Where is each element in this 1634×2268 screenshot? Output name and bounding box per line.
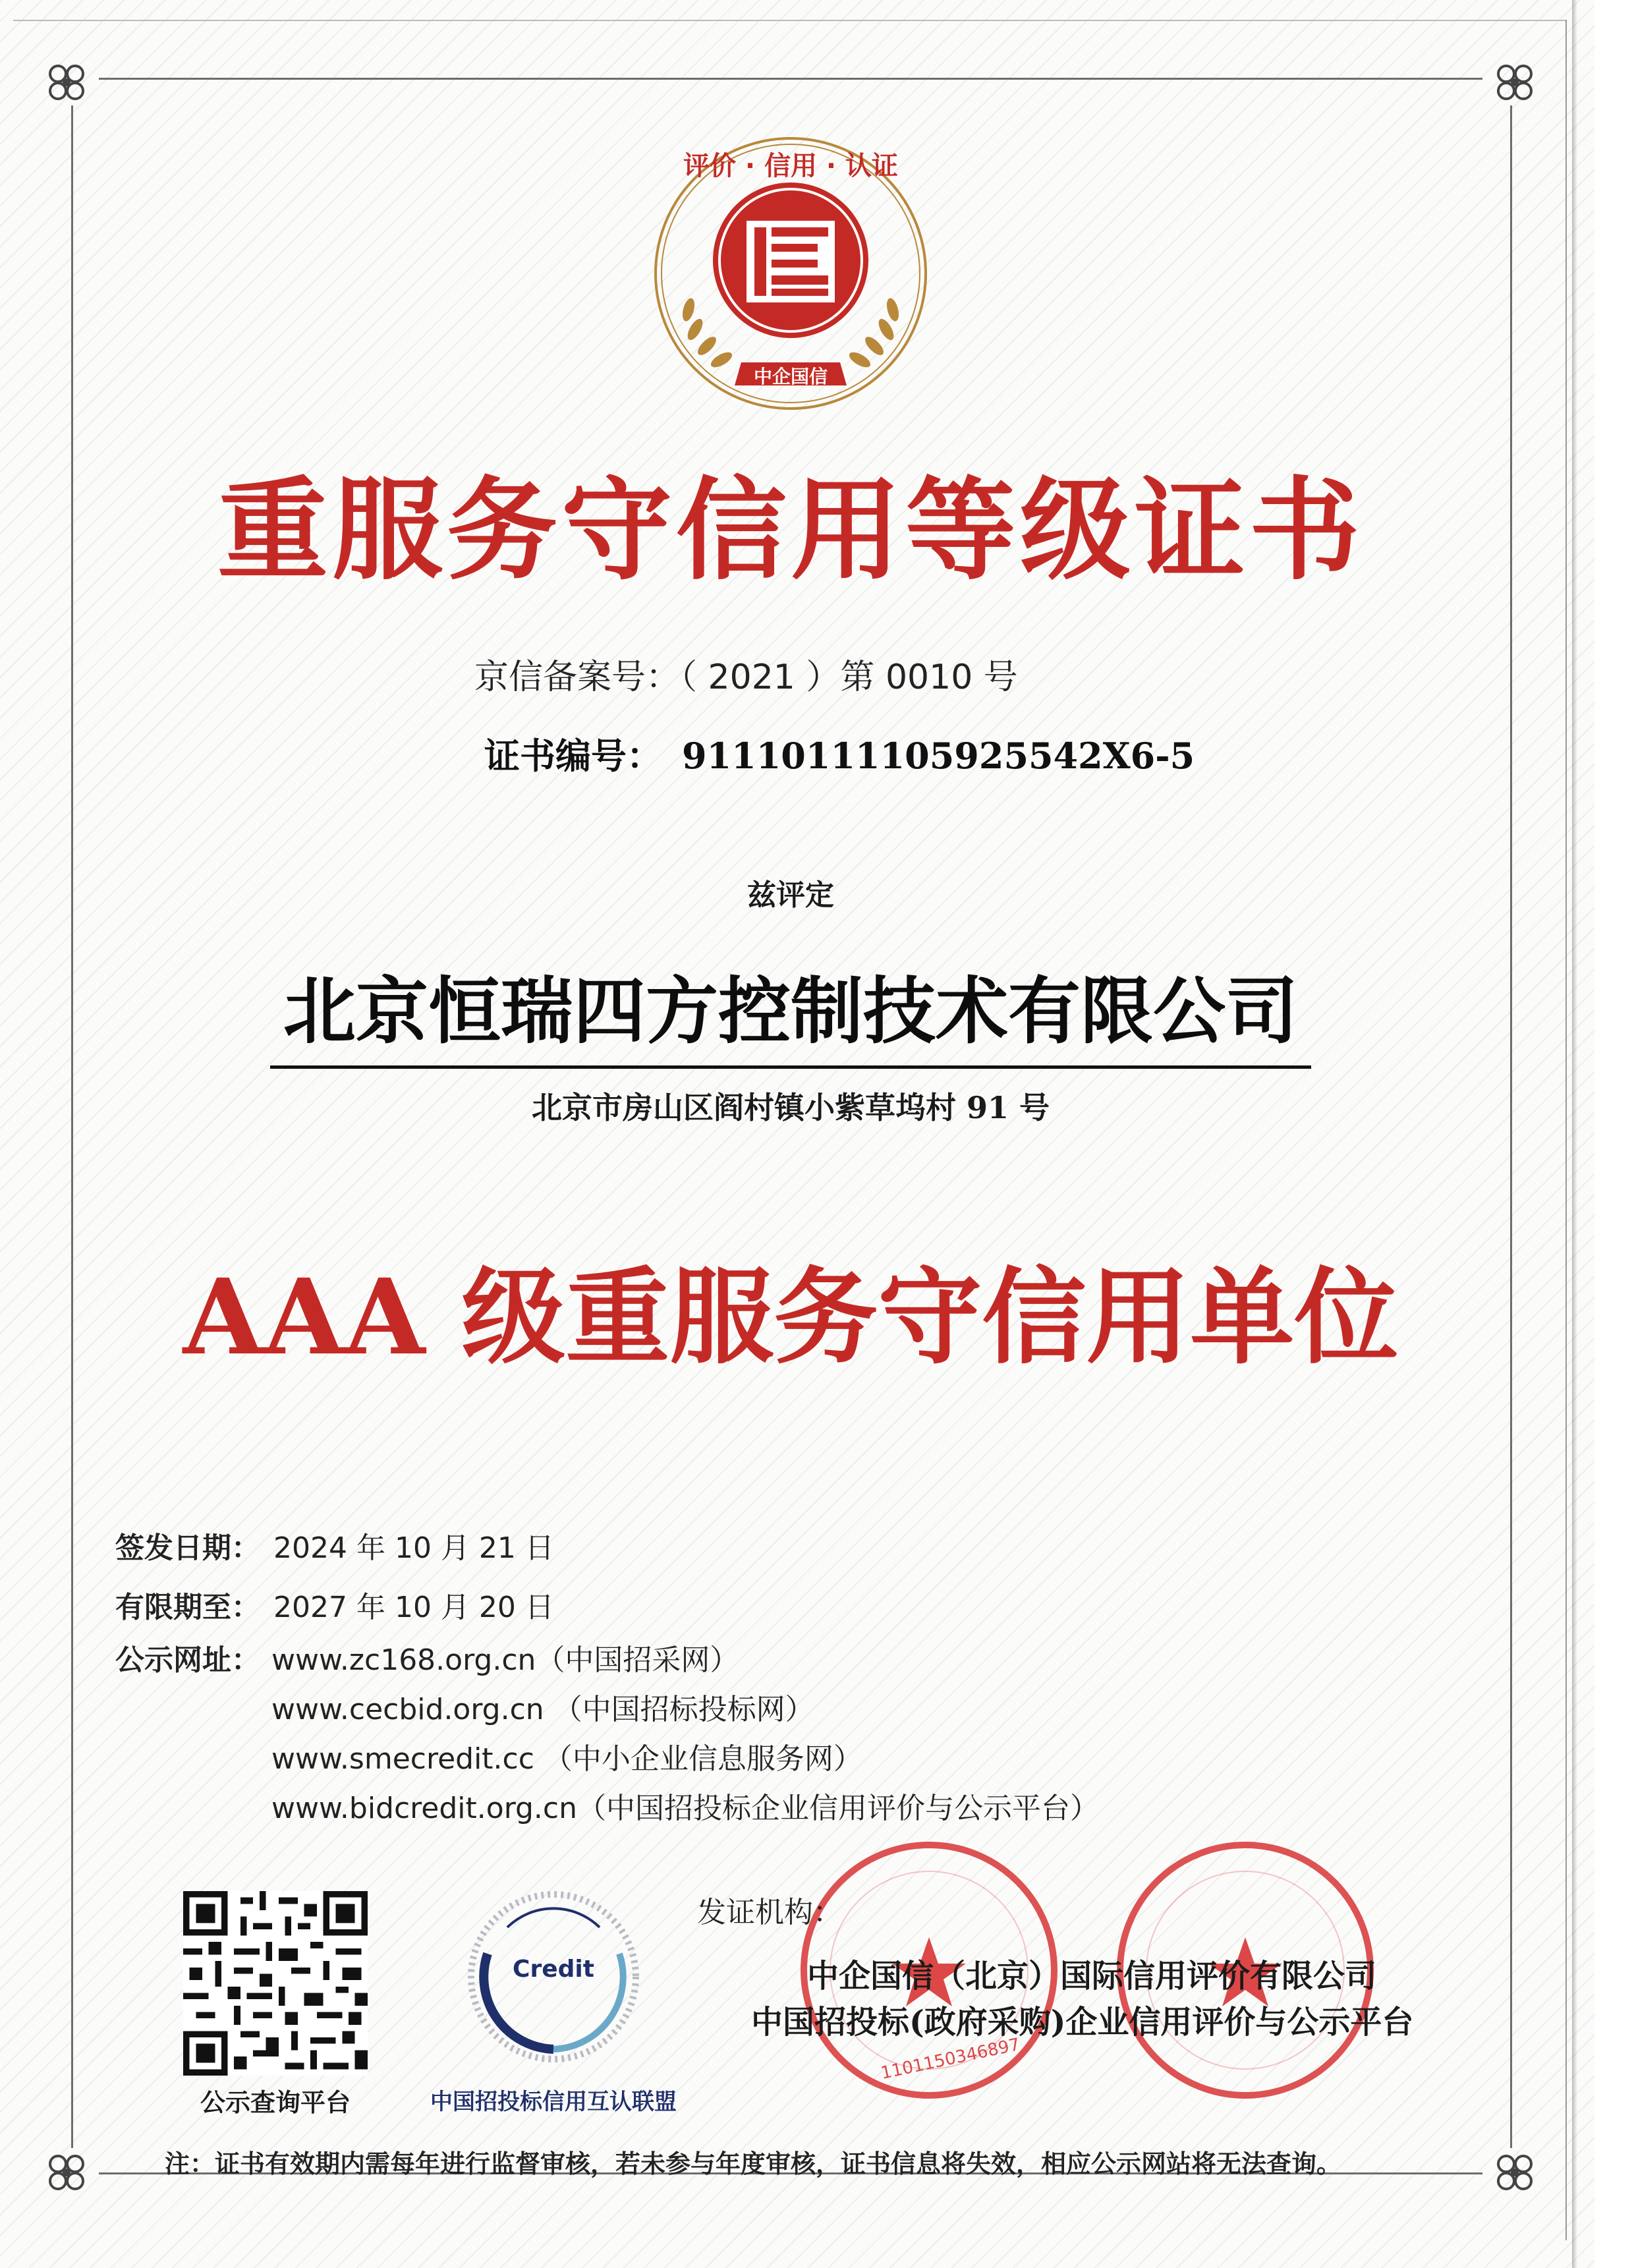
frame-top-line — [99, 78, 1482, 80]
website-link[interactable] — [271, 1641, 739, 1680]
certificate-title: 重服务守信用等级证书 — [217, 466, 1364, 595]
certificate-number — [484, 728, 1195, 779]
website-link[interactable] — [271, 1789, 1099, 1829]
issue-date — [115, 1529, 554, 1568]
filing-label: 京信备案号： — [474, 658, 681, 697]
footnote: 注：证书有效期内需每年进行监督审核，若未参与年度审核，证书信息将失效，相应公示网站将无法查询。 — [165, 2149, 1342, 2178]
issuer-org-2: 中国招投标(政府采购)企业信用评价与公示平台 — [751, 2004, 1414, 2041]
hereby-text: 兹评定 — [747, 878, 834, 912]
website-link[interactable] — [271, 1690, 814, 1730]
company-name: 北京恒瑞四方控制技术有限公司 — [283, 969, 1298, 1054]
issuer-org-1: 中企国信（北京）国际信用评价有限公司 — [807, 1958, 1377, 1995]
scan-margin — [1594, 0, 1634, 2268]
certificate-number-value: 91110111105925542X6-5 — [682, 735, 1195, 777]
website-text: www.smecredit.cc （中小企业信息服务网） — [271, 1742, 862, 1776]
credit-grade: AAA 级重服务守信用单位 — [183, 1257, 1399, 1378]
website-text: www.bidcredit.org.cn（中国招投标企业信用评价与公示平台） — [271, 1792, 1099, 1825]
issuer-label: 发证机构： — [697, 1896, 842, 1929]
seal-number: 1101150346897 — [879, 2034, 1022, 2084]
website-text: www.cecbid.org.cn （中国招标投标网） — [271, 1693, 814, 1726]
issue-date-label: 签发日期： — [115, 1531, 260, 1565]
issue-date-value: 2024 年 10 月 21 日 — [273, 1531, 554, 1565]
frame-outer-top — [13, 20, 1565, 21]
valid-until-value: 2027 年 10 月 20 日 — [273, 1591, 554, 1624]
valid-until-label: 有限期至： — [115, 1591, 260, 1624]
corner-ornament-icon — [43, 2149, 90, 2196]
scan-shadow — [1572, 0, 1577, 2268]
company-address: 北京市房山区阎村镇小紫草坞村 91 号 — [531, 1090, 1050, 1125]
corner-ornament-icon — [43, 59, 90, 105]
credit-logo-text: Credit — [513, 1956, 594, 1983]
websites-label — [115, 1641, 260, 1680]
website-text: www.zc168.org.cn（中国招采网） — [271, 1643, 739, 1677]
corner-ornament-icon — [1492, 59, 1538, 105]
websites-label-text: 公示网址： — [115, 1643, 260, 1677]
website-link[interactable] — [271, 1740, 862, 1779]
valid-until-date — [115, 1588, 554, 1628]
emblem-ring-text: 评价 · 信用 · 认证 — [683, 151, 899, 181]
frame-outer-right — [1565, 20, 1567, 2240]
alliance-label: 中国招投标信用互认联盟 — [430, 2089, 677, 2115]
filing-text: （ 2021 ）第 0010 号 — [680, 658, 1018, 697]
corner-ornament-icon — [1492, 2149, 1538, 2196]
filing-number — [474, 649, 1018, 698]
emblem-ribbon-text: 中企国信 — [753, 366, 828, 387]
qr-code-label: 公示查询平台 — [200, 2087, 351, 2117]
qr-code-icon[interactable] — [183, 1891, 368, 2076]
certificate-number-label: 证书编号： — [484, 735, 662, 777]
company-underline — [270, 1065, 1311, 1069]
